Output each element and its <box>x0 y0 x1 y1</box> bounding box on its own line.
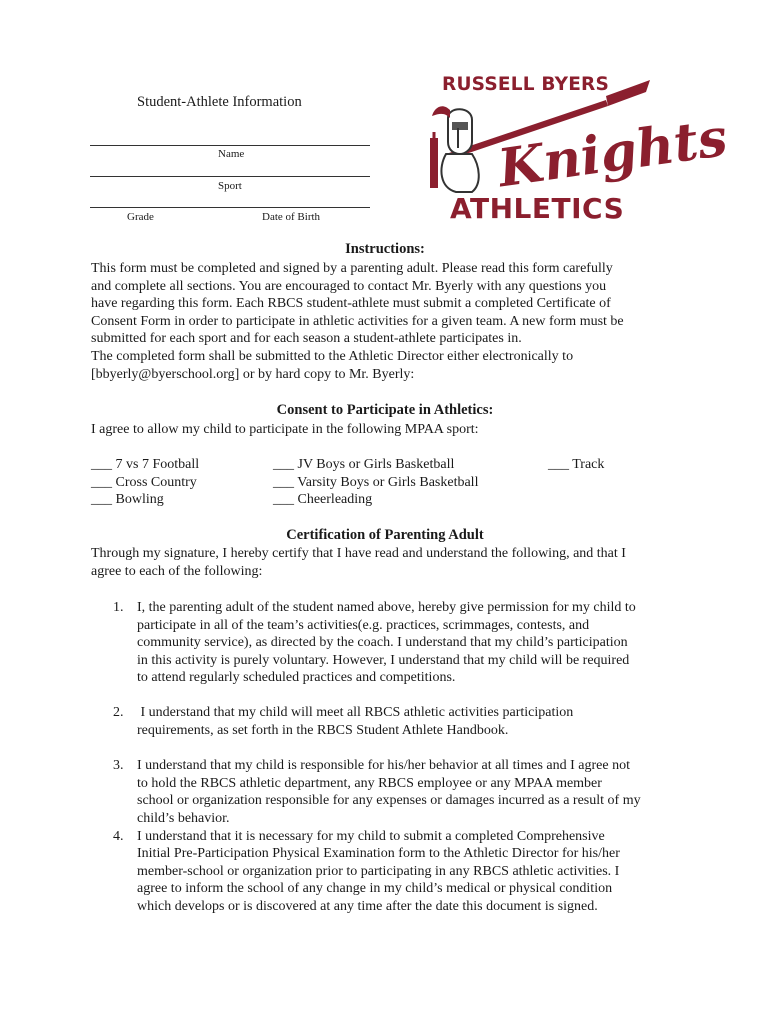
logo-top-text: RUSSELL BYERS <box>442 74 610 95</box>
consent-intro: I agree to allow my child to participate in the following MPAA sport: <box>91 422 479 437</box>
sports-column-3 <box>548 456 604 474</box>
sport-line <box>90 176 370 177</box>
instructions-line: This form must be completed and signed by a parenting adult. Please read this form carefully <box>91 261 613 276</box>
instructions-heading-text: Instructions: <box>345 241 425 257</box>
name-line <box>90 145 370 146</box>
item-line: member-school or organization prior to participating in any RBCS athletic activities. I <box>137 863 620 879</box>
certification-item <box>91 599 691 687</box>
item-line: participate in all of the team’s activities(e.g. practices, scrimmages, contests, and <box>137 617 590 633</box>
item-line: I understand that my child is responsible for his/her behavior at all times and I agree not <box>137 758 630 774</box>
item-line: in this activity is purely voluntary. However, I understand that my child will be required <box>137 652 630 668</box>
instructions-line: and complete all sections. You are encouraged to contact Mr. Byerly with any questions you <box>91 278 607 294</box>
certification-item <box>91 828 691 916</box>
item-line: to hold the RBCS athletic department, any RBCS employee or any MPAA member <box>137 775 602 791</box>
instructions-line: have regarding this form. Each RBCS student-athlete must submit a completed Certificate of <box>91 296 611 312</box>
sports-column-1 <box>91 456 199 509</box>
sport-option[interactable]: ___ 7 vs 7 Football <box>91 457 200 472</box>
name-label: Name <box>218 148 245 160</box>
item-number: 4. <box>113 828 124 844</box>
sport-option[interactable]: ___ Track <box>548 457 605 472</box>
certification-intro-line: Through my signature, I hereby certify that I have read and understand the following, and that I <box>91 546 626 561</box>
certification-intro <box>91 545 691 580</box>
logo-bottom-text: ATHLETICS <box>450 192 625 225</box>
sport-option[interactable]: ___ Bowling <box>91 492 164 507</box>
item-line: I, the parenting adult of the student named above, hereby give permission for my child to <box>137 600 636 615</box>
instructions-line: [bbyerly@byerschool.org] or by hard copy to Mr. Byerly: <box>91 366 415 382</box>
rbcs-knights-logo <box>420 70 731 230</box>
dob-label: Date of Birth <box>262 211 321 223</box>
instructions-line: The completed form shall be submitted to the Athletic Director either electronically to <box>91 348 574 364</box>
consent-heading <box>0 402 770 419</box>
certification-item <box>91 757 691 827</box>
item-line: agree to inform the school of any change in my child’s medical or physical condition <box>137 881 613 897</box>
sport-option[interactable]: ___ Cross Country <box>91 474 197 490</box>
instructions-line: submitted for each sport and for each season a student-athlete participates in. <box>91 331 522 347</box>
item-line: I understand that my child will meet all RBCS athletic activities participation <box>137 704 574 720</box>
certification-intro-line: agree to each of the following: <box>91 563 263 579</box>
sports-column-2 <box>273 456 478 509</box>
item-line: child’s behavior. <box>137 810 230 826</box>
item-number: 2. <box>113 704 124 720</box>
sport-option[interactable]: ___ JV Boys or Girls Basketball <box>273 457 455 472</box>
grade-label: Grade <box>127 211 154 223</box>
item-line: Initial Pre-Participation Physical Examination form to the Athletic Director for his/her <box>137 846 620 862</box>
item-number: 1. <box>113 600 124 615</box>
item-line: community service), as directed by the coach. I understand that my child’s participation <box>137 635 628 651</box>
instructions-paragraph <box>91 260 691 383</box>
certification-list <box>91 599 691 916</box>
sport-option[interactable]: ___ Varsity Boys or Girls Basketball <box>273 474 479 490</box>
sport-label: Sport <box>218 180 242 192</box>
sport-option[interactable]: ___ Cheerleading <box>273 492 373 507</box>
instructions-heading <box>0 241 770 258</box>
certification-item <box>91 704 691 739</box>
logo-script-text: Knights <box>494 106 731 200</box>
instructions-line: Consent Form in order to participate in athletic activities for a given team. A new form must be <box>91 313 624 329</box>
item-line: to attend regularly scheduled practices and competitions. <box>137 670 456 686</box>
item-line: requirements, as set forth in the RBCS Student Athlete Handbook. <box>137 722 509 738</box>
item-line: which develops or is discovered at any time after the date this document is signed. <box>137 898 598 914</box>
item-line: school or organization responsible for any expenses or damages incurred as a result of my <box>137 793 641 809</box>
info-title: Student-Athlete Information <box>137 94 302 110</box>
grade-dob-line <box>90 207 370 208</box>
item-line: I understand that it is necessary for my child to submit a completed Comprehensive <box>137 828 605 844</box>
item-number: 3. <box>113 758 124 774</box>
certification-heading <box>0 527 770 544</box>
consent-heading-text: Consent to Participate in Athletics: <box>276 402 494 418</box>
certification-heading-text: Certification of Parenting Adult <box>286 527 484 543</box>
